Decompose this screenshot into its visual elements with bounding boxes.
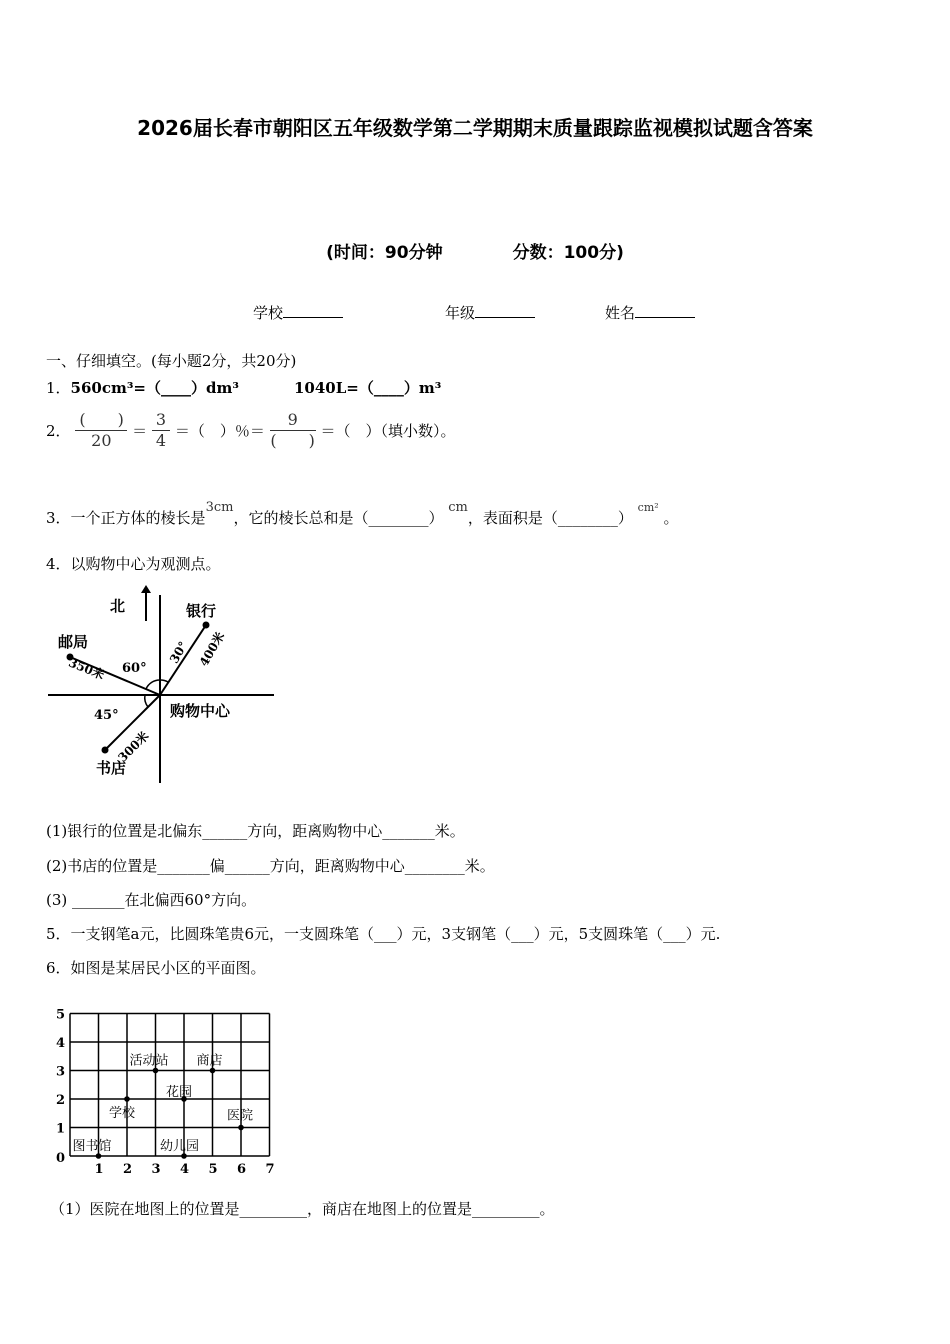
question-3: 3．一个正方体的棱长是3cm，它的棱长总和是（________） cm，表面积是（________） $^{cm^2}$ 。 xyxy=(46,500,679,527)
y-tick-label: 4 xyxy=(56,1036,66,1051)
bank-label: 银行 xyxy=(186,602,217,620)
school-field[interactable]: 学校 xyxy=(253,302,343,323)
fraction-1: $\frac{( )}{20}$ xyxy=(75,410,127,451)
place-point-icon xyxy=(210,1068,216,1074)
center-label: 购物中心 xyxy=(170,702,231,720)
distance-350: 350米 xyxy=(66,655,107,683)
question-4: 4．以购物中心为观测点。 xyxy=(46,555,221,573)
y-tick-label: 3 xyxy=(56,1064,66,1080)
y-tick-label: 5 xyxy=(56,1007,66,1023)
question-4-sub1: (1)银行的位置是北偏东______方向，距离购物中心_______米。 xyxy=(46,822,465,840)
question-2: 2． $\frac{( )}{20}$ ＝ $\frac{3}{4}$ ＝（ ）％＝ $\frac{9}{( )}$ ＝（ ）（填小数）。 xyxy=(46,410,456,450)
question-4-sub3: (3) _______在北偏西60°方向。 xyxy=(46,891,257,909)
place-point-icon xyxy=(181,1153,187,1159)
bookstore-label: 书店 xyxy=(96,759,127,777)
x-tick-label: 1 xyxy=(94,1162,104,1177)
exam-score: 分数：100分) xyxy=(512,243,624,263)
north-label: 北 xyxy=(110,597,126,615)
bank-point-icon xyxy=(203,622,210,629)
place-label: 花园 xyxy=(166,1085,193,1100)
x-tick-label: 7 xyxy=(265,1162,275,1177)
community-grid-map xyxy=(48,998,288,1178)
question-6: 6．如图是某居民小区的平面图。 xyxy=(46,959,266,977)
place-label: 学校 xyxy=(109,1106,136,1121)
question-5: 5．一支钢笔a元，比圆珠笔贵6元，一支圆珠笔（___）元，3支钢笔（___）元，5支圆珠笔（___）元. xyxy=(46,925,721,943)
post-label: 邮局 xyxy=(58,633,89,651)
name-field[interactable]: 姓名 xyxy=(605,302,695,323)
place-point-icon xyxy=(238,1125,244,1131)
exam-time: (时间：90分钟 xyxy=(326,243,443,263)
bookstore-point-icon xyxy=(102,747,109,754)
x-tick-label: 3 xyxy=(151,1162,161,1177)
angle-60: 60° xyxy=(122,661,147,676)
fraction-3: $\frac{9}{( )}$ xyxy=(270,410,315,450)
place-point-icon xyxy=(124,1096,130,1102)
place-label: 商店 xyxy=(196,1053,223,1069)
angle-45: 45° xyxy=(94,708,119,723)
x-tick-label: 0 xyxy=(56,1151,66,1166)
fraction-2: $\frac{3}{4}$ xyxy=(152,410,170,451)
x-tick-label: 6 xyxy=(237,1162,247,1177)
question-6-sub1: （1）医院在地图上的位置是_________，商店在地图上的位置是_________。 xyxy=(50,1200,555,1218)
x-tick-label: 2 xyxy=(123,1162,133,1177)
y-tick-label: 1 xyxy=(56,1121,66,1137)
angle-30: 30° xyxy=(166,639,191,666)
distance-300: 300米 xyxy=(115,728,152,765)
grade-field[interactable]: 年级 xyxy=(445,302,535,323)
place-point-icon xyxy=(96,1153,102,1159)
question-4-sub2: (2)书店的位置是_______偏______方向，距离购物中心________米。 xyxy=(46,857,495,875)
arrow-head-icon xyxy=(141,585,151,593)
x-tick-label: 4 xyxy=(180,1162,190,1177)
exam-time-score xyxy=(0,238,950,263)
question-1-b: 1040L=（____）m³ xyxy=(294,379,442,397)
question-1: 1．560cm³=（____）dm³ xyxy=(46,379,239,397)
x-tick-label: 5 xyxy=(208,1162,218,1177)
section-heading: 一、仔细填空。(每小题2分，共20分) xyxy=(46,352,297,370)
distance-400: 400米 xyxy=(196,629,228,669)
place-label: 图书馆 xyxy=(72,1139,112,1154)
place-point-icon xyxy=(153,1068,159,1074)
y-tick-label: 2 xyxy=(56,1093,66,1108)
place-label: 医院 xyxy=(227,1108,254,1124)
page-title: 2026届长春市朝阳区五年级数学第二学期期末质量跟踪监视模拟试题含答案 xyxy=(137,116,813,140)
place-label: 活动站 xyxy=(129,1053,169,1069)
direction-diagram xyxy=(40,585,290,785)
place-label: 幼儿园 xyxy=(160,1139,200,1154)
